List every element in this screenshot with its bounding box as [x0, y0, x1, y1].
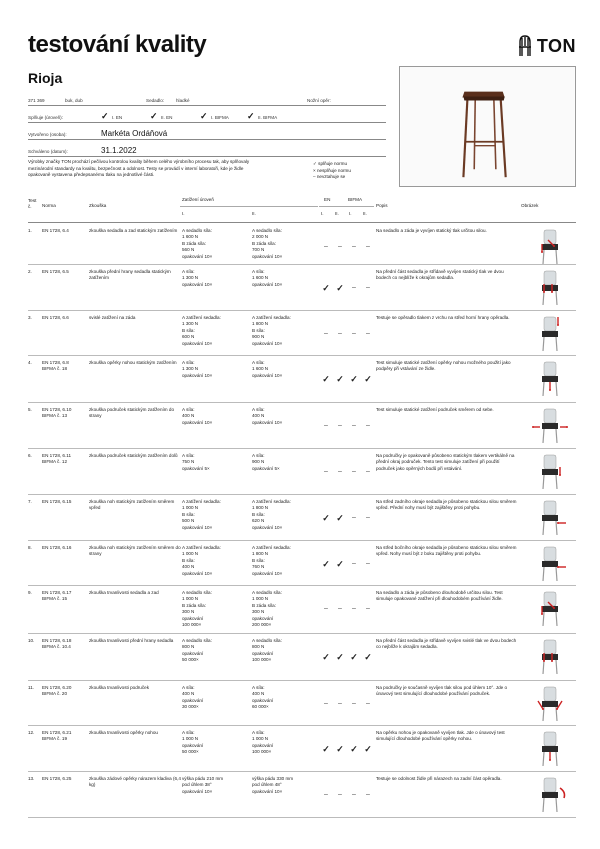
bar-stool-photo	[400, 67, 575, 186]
load-level-2: A síla: 1 600 N opakování 10×	[252, 269, 283, 287]
check-icon: ✓	[322, 374, 330, 384]
load-level-2: A síla: 1 600 N opakování 10×	[252, 360, 283, 378]
product-code: 371 369	[28, 98, 45, 103]
test-name: svislé zatížení na záda	[89, 315, 136, 320]
test-name: zkouška sedadla a zad statickým zatížením	[89, 228, 178, 233]
test-diagram	[530, 730, 574, 768]
load-level-2: A síla: 900 N opakování 5×	[252, 453, 280, 471]
test-norm: EN 1728, 6.6	[42, 315, 69, 320]
test-number: 1.	[28, 228, 32, 233]
col-sub: II.	[335, 211, 339, 216]
col-bifma: BIFMA	[348, 197, 363, 202]
test-diagram-icon	[530, 638, 574, 676]
table-row	[28, 403, 576, 449]
test-diagram	[530, 590, 574, 628]
test-diagram	[530, 545, 574, 583]
dash-icon: –	[352, 791, 356, 798]
col-img: Obrázek	[521, 203, 539, 208]
load-level-2: A sedadlo síla: 1 000 N B záda síla: 300 N opakování 200 000×	[252, 590, 282, 628]
load-level-1: A síla: 1 000 N opakování 50 000×	[182, 730, 204, 755]
dash-icon: –	[352, 605, 356, 612]
meets-en1: I. EN	[112, 115, 123, 120]
load-level-1: A síla: 750 N opakování 5×	[182, 453, 210, 471]
check-icon: ✓	[322, 559, 330, 569]
col-levels: Zatížení úroveň	[182, 197, 214, 202]
check-icon: ✓	[336, 744, 344, 754]
test-description: Na střed zadního okraje sedadla je působeno statickou silou směrem vpřed. Přední nohy musí být zajištěny proti pohybu.	[376, 499, 517, 511]
load-level-2: A zatížení sedadla: 1 800 N B síla: 760 N opakování 10×	[252, 545, 291, 576]
test-number: 3.	[28, 315, 32, 320]
check-icon: ✓	[364, 744, 372, 754]
check-icon: ✓	[336, 374, 344, 384]
dash-icon: –	[352, 560, 356, 567]
check-icon: ✓	[322, 283, 330, 293]
test-name: zkouška zádové opěrky nárazem kladiva (6,4 kg)	[89, 776, 181, 788]
test-description: Na sedadlo a záda je vyvíjen statický tlak určitou silou.	[376, 228, 487, 233]
load-level-1: A síla: 400 N opakování 10×	[182, 407, 213, 425]
test-number: 6.	[28, 453, 32, 458]
load-level-1: A zatížení sedadla: 1 000 N B síla: 400 N opakování 10×	[182, 545, 221, 576]
dash-icon: –	[352, 330, 356, 337]
dash-icon: –	[324, 791, 328, 798]
table-row	[28, 311, 576, 356]
table-row	[28, 495, 576, 541]
test-diagram	[530, 315, 574, 353]
test-diagram	[530, 499, 574, 537]
dash-icon: –	[324, 700, 328, 707]
test-description: Na opěrku nohou je opakovaně vyvíjen tlak. Jde o únavový test simulující dlouhodobé používání opěrky nohou.	[376, 730, 505, 742]
load-level-2: A sedadlo síla: 2 000 N B záda síla: 700 N opakování 10×	[252, 228, 283, 259]
seat-label: Sedadlo:	[146, 98, 165, 103]
test-diagram	[530, 269, 574, 307]
col-sub: I.	[321, 211, 324, 216]
test-diagram-icon	[530, 228, 574, 266]
info-row-approved	[28, 140, 386, 157]
meets-bifma1: I. BIFMA	[211, 115, 229, 120]
ton-logo	[516, 34, 576, 58]
check-icon: ✓	[336, 283, 344, 293]
legend-item: – nevztahuje se	[313, 174, 346, 180]
table-row	[28, 634, 576, 681]
load-level-2: A síla: 400 N opakování 60 000×	[252, 685, 274, 710]
table-row	[28, 449, 576, 495]
load-level-2: A sedadlo síla: 800 N opakování 100 000×	[252, 638, 282, 663]
test-diagram-icon	[530, 499, 574, 537]
dash-icon: –	[338, 700, 342, 707]
dash-icon: –	[352, 422, 356, 429]
test-number: 7.	[28, 499, 32, 504]
col-sub: II.	[363, 211, 367, 216]
test-name: zkouška područek statickým zatížením dolů	[89, 453, 178, 458]
logo-text: TON	[536, 35, 576, 56]
test-number: 8.	[28, 545, 32, 550]
test-description: Na područky je opakovaně působeno statickým tlakem vertikálně na přední okraj područek. Tento test simuluje zatížení při použití područek jako opěrných bodů při vstávání.	[376, 453, 515, 471]
test-name: zkouška opěrky nohou statickým zatížením	[89, 360, 177, 365]
check-icon: ✓	[350, 652, 358, 662]
test-name: zkouška noh statickým zatížením směrem do strany	[89, 545, 181, 557]
check-icon: ✓	[364, 652, 372, 662]
dash-icon: –	[338, 330, 342, 337]
test-description: Test simuluje statické zatížení područek směrem od sebe.	[376, 407, 494, 412]
test-name: zkouška noh statickým zatížením směrem vpřed	[89, 499, 175, 511]
created-label: Vytvořeno (osoba):	[28, 132, 67, 137]
col-level1: I.	[182, 211, 185, 216]
col-sub: I.	[349, 211, 352, 216]
chair-logo-icon	[516, 34, 534, 58]
meets-en2: II. EN	[161, 115, 173, 120]
check-icon: ✓	[350, 374, 358, 384]
load-level-1: A zatížení sedadla: 1 300 N B síla: 600 N opakování 10×	[182, 315, 221, 346]
product-name: Rioja	[28, 70, 63, 86]
load-level-1: A sedadlo síla: 1 600 N B záda síla: 560 N opakování 10×	[182, 228, 213, 259]
dash-icon: –	[324, 605, 328, 612]
test-norm: EN 1728, 6.16	[42, 545, 72, 550]
product-photo	[399, 66, 576, 187]
product-material: buk, dub	[65, 98, 83, 103]
load-level-1: výška pádu 210 mm pod úhlem 38° opakování 10×	[182, 776, 224, 794]
approved-value: 31.1.2022	[101, 146, 137, 155]
test-number: 12.	[28, 730, 35, 735]
dash-icon: –	[366, 330, 370, 337]
test-name: zkouška trvanlivosti opěrky nohou	[89, 730, 158, 735]
test-diagram-icon	[530, 315, 574, 353]
test-diagram-icon	[530, 590, 574, 628]
test-diagram-icon	[530, 453, 574, 491]
check-icon: ✓	[247, 111, 255, 121]
test-norm: EN 1728, 6.10 BIFMA č. 13	[42, 407, 72, 419]
test-norm: EN 1728, 6.5	[42, 269, 69, 274]
dash-icon: –	[366, 560, 370, 567]
check-icon: ✓	[364, 374, 372, 384]
load-level-1: A sedadlo síla: 800 N opakování 50 000×	[182, 638, 212, 663]
col-desc: Popis	[376, 203, 388, 208]
test-diagram	[530, 638, 574, 676]
test-diagram	[530, 228, 574, 266]
table-row	[28, 224, 576, 265]
col-level2: II.	[252, 211, 256, 216]
col-test: Zkouška	[89, 203, 107, 208]
dash-icon: –	[338, 422, 342, 429]
legend-item: ✓ splňuje normu	[313, 161, 347, 166]
dash-icon: –	[366, 243, 370, 250]
dash-icon: –	[352, 243, 356, 250]
test-diagram-icon	[530, 269, 574, 307]
load-level-1: A sedadlo síla: 1 000 N B záda síla: 300 N opakování 100 000×	[182, 590, 212, 628]
load-level-2: výška pádu 330 mm pod úhlem 48° opakování 10×	[252, 776, 294, 794]
table-row	[28, 681, 576, 726]
test-diagram	[530, 685, 574, 723]
dash-icon: –	[324, 243, 328, 250]
test-norm: EN 1728, 6.25	[42, 776, 72, 781]
dash-icon: –	[366, 514, 370, 521]
load-level-2: A zatížení sedadla: 1 800 N B síla: 620 N opakování 10×	[252, 499, 291, 530]
dash-icon: –	[338, 605, 342, 612]
test-norm: EN 1728, 6.21 BIFMA č. 19	[42, 730, 72, 742]
check-icon: ✓	[336, 652, 344, 662]
table-row	[28, 356, 576, 403]
dash-icon: –	[366, 605, 370, 612]
check-icon: ✓	[322, 744, 330, 754]
dash-icon: –	[352, 284, 356, 291]
test-diagram-icon	[530, 730, 574, 768]
dash-icon: –	[338, 468, 342, 475]
meets-label: Splňuje (úroveň):	[28, 115, 63, 120]
test-diagram	[530, 453, 574, 491]
load-level-2: A síla: 1 000 N opakování 100 000×	[252, 730, 274, 755]
dash-icon: –	[324, 468, 328, 475]
table-row	[28, 772, 576, 818]
table-row	[28, 586, 576, 634]
dash-icon: –	[366, 791, 370, 798]
created-value: Markéta Ordáňová	[101, 129, 168, 138]
test-name: zkouška područek statickým zatížením do strany	[89, 407, 175, 419]
legend	[313, 161, 351, 181]
dash-icon: –	[352, 468, 356, 475]
load-level-1: A síla: 1 300 N opakování 10×	[182, 360, 213, 378]
test-number: 9.	[28, 590, 32, 595]
legend-item: × nesplňuje normu	[313, 167, 351, 173]
dash-icon: –	[366, 700, 370, 707]
test-norm: EN 1728, 6.18 BIFMA č. 10.4	[42, 638, 72, 650]
info-row-product	[28, 92, 386, 106]
col-en: EN	[324, 197, 331, 202]
test-norm: EN 1728, 6.20 BIFMA č. 20	[42, 685, 72, 697]
info-row-created	[28, 123, 386, 140]
check-icon: ✓	[350, 744, 358, 754]
test-norm: EN 1728, 6.4	[42, 228, 69, 233]
test-norm: EN 1728, 6.15	[42, 499, 72, 504]
test-diagram-icon	[530, 407, 574, 445]
table-row	[28, 726, 576, 772]
test-number: 11.	[28, 685, 35, 690]
test-number: 4.	[28, 360, 32, 365]
dash-icon: –	[324, 422, 328, 429]
load-level-1: A síla: 400 N opakování 30 000×	[182, 685, 204, 710]
test-number: 13.	[28, 776, 35, 781]
test-name: zkouška trvanlivosti přední hrany sedadla	[89, 638, 174, 643]
test-description: Na přední část sedadla je střídavě vyvíjen statický tlak ve dvou bodech co nejblíže k okrajům sedadla.	[376, 269, 504, 281]
product-info	[28, 92, 386, 157]
dash-icon: –	[338, 243, 342, 250]
dash-icon: –	[352, 700, 356, 707]
test-description: Testuje se odolnost židle při nárazech na zadní část opěradla.	[376, 776, 502, 781]
test-description: Testuje se opěradlo tlakem z vrchu na střed horní hrany opěradla.	[376, 315, 510, 320]
test-name: zkouška přední hrany sedadla statickým zatížením	[89, 269, 171, 281]
check-icon: ✓	[313, 161, 317, 166]
test-number: 2.	[28, 269, 32, 274]
table-header	[28, 193, 576, 223]
test-number: 10.	[28, 638, 35, 643]
approved-label: Schváleno (datum):	[28, 149, 68, 154]
load-level-2: A zatížení sedadla: 1 800 N B síla: 900 N opakování 10×	[252, 315, 291, 346]
test-diagram-icon	[530, 545, 574, 583]
page-header	[28, 32, 576, 62]
load-level-1: A zatížení sedadla: 1 000 N B síla: 500 N opakování 10×	[182, 499, 221, 530]
col-norm: Norma	[42, 203, 56, 208]
check-icon: ✓	[200, 111, 208, 121]
load-level-2: A síla: 400 N opakování 10×	[252, 407, 283, 425]
test-description: Na přední část sedadla je střídavě vyvíjen svislé tlak ve dvou bodech co nejblíže k okrajům sedadla.	[376, 638, 517, 650]
test-description: Na střed bočního okraje sedadla je působeno statickou silou směrem vpřed. Nohy musí být z boku zajištěny proti pohybu.	[376, 545, 517, 557]
test-description: Na sedadlo a záda je působeno dlouhodobě určitou silou. Test simuluje opakované zatížení při dlouhodobém používání židle.	[376, 590, 503, 602]
dash-icon: –	[313, 174, 316, 180]
dash-icon: –	[352, 514, 356, 521]
test-norm: EN 1728, 6.8 BIFMA č. 18	[42, 360, 69, 372]
meets-bifma2: II. BIFMA	[258, 115, 278, 120]
check-icon: ✓	[322, 513, 330, 523]
info-row-meets	[28, 106, 386, 123]
dash-icon: –	[324, 330, 328, 337]
cross-icon: ×	[313, 167, 316, 173]
check-icon: ✓	[336, 513, 344, 523]
test-diagram-icon	[530, 360, 574, 398]
page-title: testování kvality	[28, 31, 207, 58]
test-description: Test simuluje statické zatížení opěrky nohou možného použití jako podpěry při vstávání ze židle.	[376, 360, 511, 372]
test-norm: EN 1728, 6.11 BIFMA č. 12	[42, 453, 72, 465]
test-number: 5.	[28, 407, 32, 412]
check-icon: ✓	[322, 652, 330, 662]
dash-icon: –	[366, 468, 370, 475]
test-diagram	[530, 360, 574, 398]
table-row	[28, 265, 576, 311]
col-num: Test č.	[28, 198, 37, 209]
dash-icon: –	[338, 791, 342, 798]
table-row	[28, 541, 576, 586]
test-norm: EN 1728, 6.17 BIFMA č. 15	[42, 590, 72, 602]
test-diagram-icon	[530, 776, 574, 814]
test-description: Na područky je současně vyvíjen tlak silou pod úhlem 10°. Jde o únavový test simulující dlouhodobé používání područek.	[376, 685, 508, 697]
seat-value: hladké	[176, 98, 190, 103]
check-icon: ✓	[336, 559, 344, 569]
footrest-label: Nožní opěr:	[307, 98, 331, 103]
test-name: zkouška trvanlivosti područek	[89, 685, 150, 690]
check-icon: ✓	[101, 111, 109, 121]
dash-icon: –	[366, 284, 370, 291]
test-diagram	[530, 407, 574, 445]
test-name: zkouška trvanlivosti sedadla a zad	[89, 590, 159, 595]
test-diagram-icon	[530, 685, 574, 723]
check-icon: ✓	[150, 111, 158, 121]
test-diagram	[530, 776, 574, 814]
dash-icon: –	[366, 422, 370, 429]
load-level-1: A síla: 1 300 N opakování 10×	[182, 269, 213, 287]
intro-description: Výrobky značky TON prochází pečlivou kontrolou kvality během celého výrobního procesu tak, aby splňovaly mezinárodní standardy na kvalitu, bezpečnost a odolnost. Testy se provádí v interní laboratoři, kde je židle opakovaně vystavena předepsanému tlaku na jednotlivé části.	[28, 159, 250, 178]
